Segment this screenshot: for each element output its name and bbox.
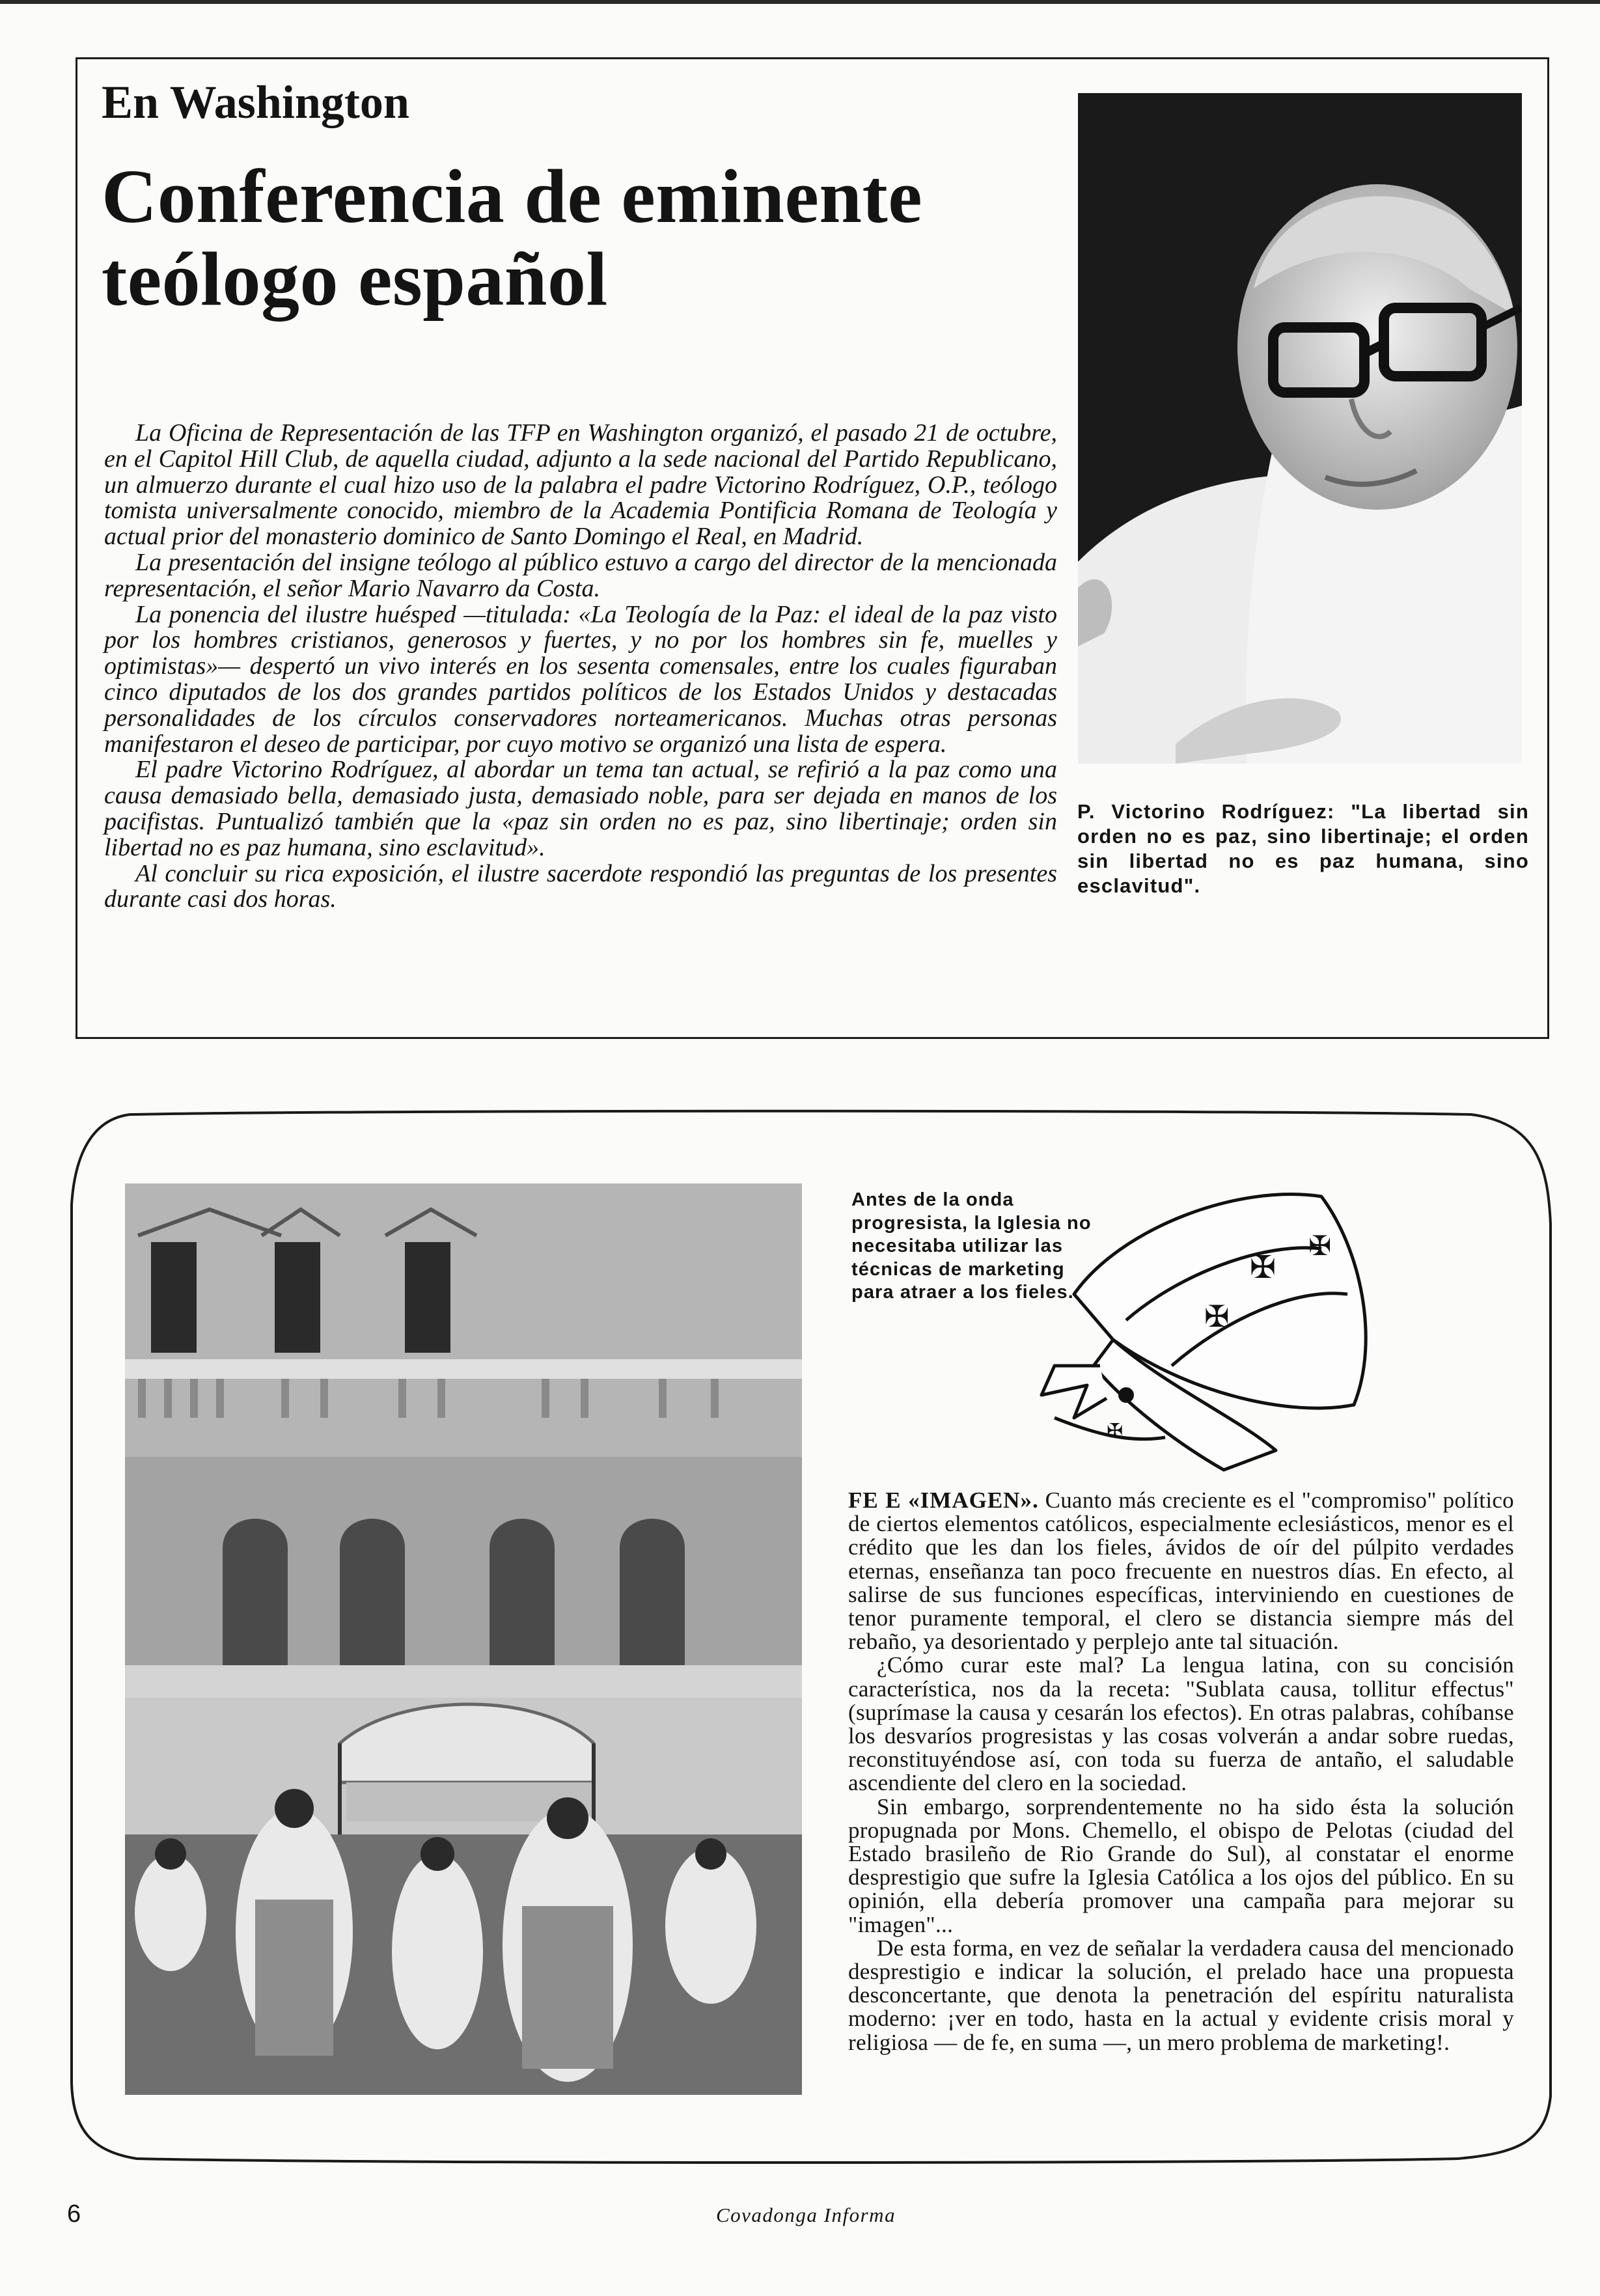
svg-text:✠: ✠ [1204, 1299, 1230, 1334]
commentary-paragraph: De esta forma, en vez de señalar la verdadera causa del mencionado desprestigio e indicar la solución, el prelado hace una propuesta desconcertante, que denota la penetración del espíritu naturalista moderno: ¡ver en todo, hasta en la actual y evidente crisis moral y religiosa — de fe, en suma —, un mero problema de marketing!. [848, 1935, 1514, 2055]
cartoon-caption: Antes de la onda progresista, la Iglesia no necesitaba utilizar las técnicas de marketing para atraer a los fieles. [851, 1189, 1092, 1303]
commentary-text: Cuanto más creciente es el "compromiso" político de ciertos elementos católicos, especialmente eclesiásticos, menor es el crédito que les dan los fieles, ávidos de oír del púlpito verdades eternas, enseñanza tan poco frecuente en nuestros días. En efecto, al salirse de sus funciones específicas, interviniendo en cuestiones de tenor puramente temporal, el clero se distancia siempre más del rebaño, ya desorientado y perplejo ante tal situación. [848, 1487, 1514, 1655]
article-kicker: En Washington [102, 76, 409, 128]
article-paragraph: El padre Victorino Rodríguez, al abordar un tema tan actual, se refirió a la paz como una causa demasiado bella, demasiado justa, demasiado noble, para ser dejada en manos de los pacifistas. Puntualizó también que la «paz sin orden no es paz, sino libertinaje; orden sin libertad no es paz humana, sino esclavitud». [104, 756, 1057, 861]
article-body [104, 421, 1057, 913]
page-top-rule [0, 0, 1600, 4]
commentary-paragraph: ¿Cómo curar este mal? La lengua latina, con su concisión característica, nos da la receta: "Sublata causa, tollitur effectus" (suprímase la causa y cesarán los efectos). En otras palabras, cohíbanse los desvaríos progresistas y las cosas volverán a andar sobre ruedas, reconstituyéndose así, con toda su fuerza de antaño, el saludable ascendiente del clero en la sociedad. [848, 1652, 1514, 1796]
mitre-drawing-icon [1015, 1170, 1393, 1476]
commentary-lead: FE E «IMAGEN». [848, 1487, 1039, 1513]
publication-footer: Covadonga Informa [716, 2204, 896, 2226]
svg-text:✠: ✠ [1308, 1230, 1332, 1262]
page-number: 6 [67, 2200, 81, 2228]
svg-text:✠: ✠ [1107, 1420, 1124, 1443]
commentary-body [848, 1489, 1514, 2054]
article-paragraph: Al concluir su rica exposición, el ilustre sacerdote respondió las preguntas de los presentes durante casi dos horas. [104, 859, 1057, 913]
portrait-caption: P. Victorino Rodríguez: "La libertad sin orden no es paz, sino libertinaje; el orden sin libertad no es paz humana, sino esclavitud". [1077, 800, 1529, 897]
portrait-photo [1078, 93, 1522, 764]
article-headline: Conferencia de eminente teólogo español [102, 154, 923, 322]
procession-photo [125, 1183, 802, 2095]
article-paragraph: La Oficina de Representación de las TFP en Washington organizó, el pasado 21 de octubre, en el Capitol Hill Club, de aquella ciudad, adjunto a la sede nacional del Partido Republicano, un almuerzo durante el cual hizo uso de la palabra el padre Victorino Rodríguez, O.P., teólogo tomista universalmente conocido, miembro de la Academia Pontificia Romana de Teología y actual prior del monasterio dominico de Santo Domingo el Real, en Madrid. [104, 419, 1057, 551]
commentary-paragraph: Sin embargo, sorprendentemente no ha sido ésta la solución propugnada por Mons. Chemello, el obispo de Pelotas (ciudad del Estado brasileño de Rio Grande do Sul), al constatar el enorme desprestigio que sufre la Iglesia Católica a los ojos del público. En su opinión, ella debería promover una campaña para mejorar su "imagen"... [848, 1793, 1514, 1937]
portrait-illustration [1078, 93, 1522, 764]
procession-illustration [125, 1183, 802, 2095]
article-paragraph: La presentación del insigne teólogo al público estuvo a cargo del director de la mencionada representación, el señor Mario Navarro da Costa. [104, 548, 1057, 602]
article-paragraph: La ponencia del ilustre huésped —titulada: «La Teología de la Paz: el ideal de la paz visto por los hombres cristianos, generosos y fuertes, y no por los hombres sin fe, muelles y optimistas»— despertó un vivo interés en los sesenta comensales, entre los cuales figuraban cinco diputados de los dos grandes partidos políticos de los Estados Unidos y destacadas personalidades de los círculos conservadores norteamericanos. Muchas otras personas manifestaron el deseo de participar, por cuyo motivo se organizó una lista de espera. [104, 600, 1057, 758]
commentary-paragraph [848, 1489, 1514, 1653]
svg-text:✠: ✠ [1250, 1249, 1276, 1286]
